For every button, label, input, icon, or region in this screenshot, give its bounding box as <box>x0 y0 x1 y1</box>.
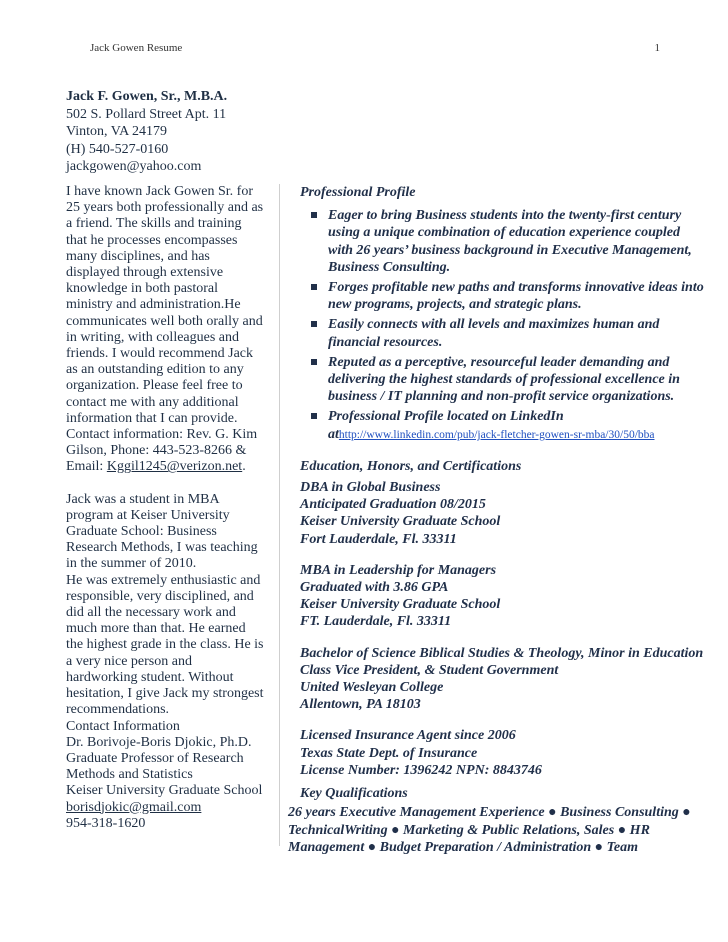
square-bullet-icon <box>311 321 317 327</box>
education-line: Licensed Insurance Agent since 2006 <box>300 728 516 744</box>
contact-block <box>66 88 326 176</box>
education-line: United Wesleyan College <box>300 680 444 696</box>
reference-2-email-link[interactable]: borisdjokic@gmail.com <box>66 799 202 815</box>
reference-1-line: many disciplines, and has <box>66 248 210 264</box>
education-line: FT. Lauderdale, Fl. 33311 <box>300 614 452 630</box>
reference-1-line: 25 years both professionally and as <box>66 200 264 216</box>
candidate-name: Jack F. Gowen, Sr., M.B.A. <box>66 89 228 104</box>
profile-item-line: Reputed as a perceptive, resourceful leader demanding and <box>328 354 670 370</box>
reference-2-line: Graduate Professor of Research <box>66 750 244 766</box>
reference-1-line: Gilson, Phone: 443-523-8266 & <box>66 443 247 459</box>
qualifications-list <box>286 804 716 856</box>
profile-item <box>286 354 716 406</box>
reference-2-line: program at Keiser University <box>66 507 230 523</box>
profile-item-line: Eager to bring Business students into the twenty-first century <box>328 208 682 224</box>
education-block-mba <box>286 562 716 631</box>
qualifications-line: Management ● Budget Preparation / Administration ● Team <box>288 839 638 855</box>
qualifications-title: Key Qualifications <box>300 786 408 802</box>
reference-2-line: the highest grade in the class. He is <box>66 637 264 653</box>
reference-1-line: a friend. The skills and training <box>66 216 242 232</box>
square-bullet-icon <box>311 413 317 419</box>
reference-1-line: organization. Please feel free to <box>66 378 243 394</box>
education-block-dba <box>286 479 716 548</box>
reference-1-line: in writing, with colleagues and <box>66 329 240 345</box>
profile-item-line: financial resources. <box>328 334 443 350</box>
email-prefix: Email: <box>66 459 107 475</box>
education-line: Class Vice President, & Student Government <box>300 662 559 678</box>
reference-1-line: ministry and administration.He <box>66 297 241 313</box>
email-address[interactable]: jackgowen@yahoo.com <box>66 159 202 174</box>
education-line: Anticipated Graduation 08/2015 <box>300 497 486 513</box>
header-title: Jack Gowen Resume <box>90 42 183 54</box>
address-line-1: 502 S. Pollard Street Apt. 11 <box>66 106 227 122</box>
profile-item-line: Forges profitable new paths and transforms innovative ideas into <box>328 280 704 296</box>
profile-item <box>286 316 716 350</box>
square-bullet-icon <box>311 359 317 365</box>
education-line: License Number: 1396242 NPN: 8843746 <box>300 762 542 778</box>
reference-2-line: Methods and Statistics <box>66 767 193 783</box>
reference-1-line: that he processes encompasses <box>66 232 238 248</box>
reference-1-line: friends. I would recommend Jack <box>66 346 253 362</box>
reference-2-line: Dr. Borivoje-Boris Djokic, Ph.D. <box>66 734 252 750</box>
reference-1-line: as an outstanding edition to any <box>66 362 244 378</box>
reference-2-line: in the summer of 2010. <box>66 556 197 572</box>
qualifications-line: TechnicalWriting ● Marketing & Public Relations, Sales ● HR <box>288 822 650 838</box>
education-line: Allentown, PA 18103 <box>300 697 421 713</box>
profile-item <box>286 207 716 276</box>
reference-1-line: contact me with any additional <box>66 394 239 410</box>
references-column <box>66 184 278 848</box>
reference-2-line: much more than that. He earned <box>66 621 246 637</box>
profile-item-line: delivering the highest standards of professional excellence in <box>328 372 680 388</box>
reference-1-email-line <box>66 459 278 475</box>
education-block-license <box>286 727 716 779</box>
page-number: 1 <box>654 42 660 54</box>
reference-2-line: a very nice person and <box>66 653 192 669</box>
reference-1-line: communicates well both orally and <box>66 313 263 329</box>
reference-2 <box>66 492 278 832</box>
education-line: Graduated with 3.86 GPA <box>300 580 449 596</box>
reference-2-line: hesitation, I give Jack my strongest <box>66 686 264 702</box>
phone-number: (H) 540-527-0160 <box>66 141 169 157</box>
profile-item-line: Easily connects with all levels and maximizes human and <box>328 317 660 333</box>
education-line: Fort Lauderdale, Fl. 33311 <box>300 531 457 547</box>
reference-1-line: I have known Jack Gowen Sr. for <box>66 184 254 199</box>
reference-1-line: displayed through extensive <box>66 265 224 281</box>
reference-2-line: Graduate School: Business <box>66 524 217 540</box>
reference-2-line: Contact Information <box>66 718 180 734</box>
reference-1-line: knowledge in both pastoral <box>66 281 219 297</box>
reference-1 <box>66 184 278 476</box>
reference-2-line: did all the necessary work and <box>66 605 236 621</box>
reference-1-line: Contact information: Rev. G. Kim <box>66 427 258 443</box>
column-divider <box>279 184 280 846</box>
reference-1-email-link[interactable]: Kggil1245@verizon.net <box>106 459 243 475</box>
resume-main-column <box>286 184 716 856</box>
education-line: Texas State Dept. of Insurance <box>300 745 478 761</box>
reference-2-line: Jack was a student in MBA <box>66 491 220 507</box>
education-title: Education, Honors, and Certifications <box>300 458 522 474</box>
linkedin-label: Professional Profile located on LinkedIn <box>328 409 564 425</box>
square-bullet-icon <box>311 212 317 218</box>
reference-2-line: Keiser University Graduate School <box>66 783 263 799</box>
education-line: Keiser University Graduate School <box>300 597 501 613</box>
reference-2-line: Research Methods, I was teaching <box>66 540 258 556</box>
education-line: Bachelor of Science Biblical Studies & Theology, Minor in Education <box>300 645 704 661</box>
reference-2-line: He was extremely enthusiastic and <box>66 572 261 588</box>
reference-2-phone: 954-318-1620 <box>66 815 146 831</box>
profile-item-line: with 26 years’ business background in Executive Management, <box>328 242 692 258</box>
profile-list <box>286 207 716 444</box>
profile-item-line: using a unique combination of education experience coupled <box>328 225 680 241</box>
education-line: DBA in Global Business <box>300 480 441 496</box>
square-bullet-icon <box>311 284 317 290</box>
education-block-bachelor <box>286 645 716 714</box>
profile-item-linkedin <box>286 408 716 443</box>
profile-item-line: new programs, projects, and strategic plans. <box>328 297 582 313</box>
qualifications-line: 26 years Executive Management Experience ● Business Consulting ● <box>288 805 691 821</box>
profile-item-line: business / IT planning and non-profit service organizations. <box>328 389 675 405</box>
profile-item-line: Business Consulting. <box>328 259 451 275</box>
email-suffix: . <box>242 459 246 475</box>
linkedin-prefix: at <box>328 426 339 442</box>
education-line: Keiser University Graduate School <box>300 514 501 530</box>
linkedin-line <box>328 426 716 444</box>
profile-item <box>286 279 716 313</box>
page-header <box>90 42 670 58</box>
reference-2-line: recommendations. <box>66 702 170 718</box>
education-line: MBA in Leadership for Managers <box>300 562 497 578</box>
reference-2-line: responsible, very disciplined, and <box>66 588 254 604</box>
linkedin-link[interactable]: http://www.linkedin.com/pub/jack-fletcher-gowen-sr-mba/30/50/bba <box>338 428 655 441</box>
reference-2-line: hardworking student. Without <box>66 669 234 685</box>
reference-1-line: information that I can provide. <box>66 410 238 426</box>
address-line-2: Vinton, VA 24179 <box>66 124 167 139</box>
profile-title: Professional Profile <box>300 185 416 200</box>
